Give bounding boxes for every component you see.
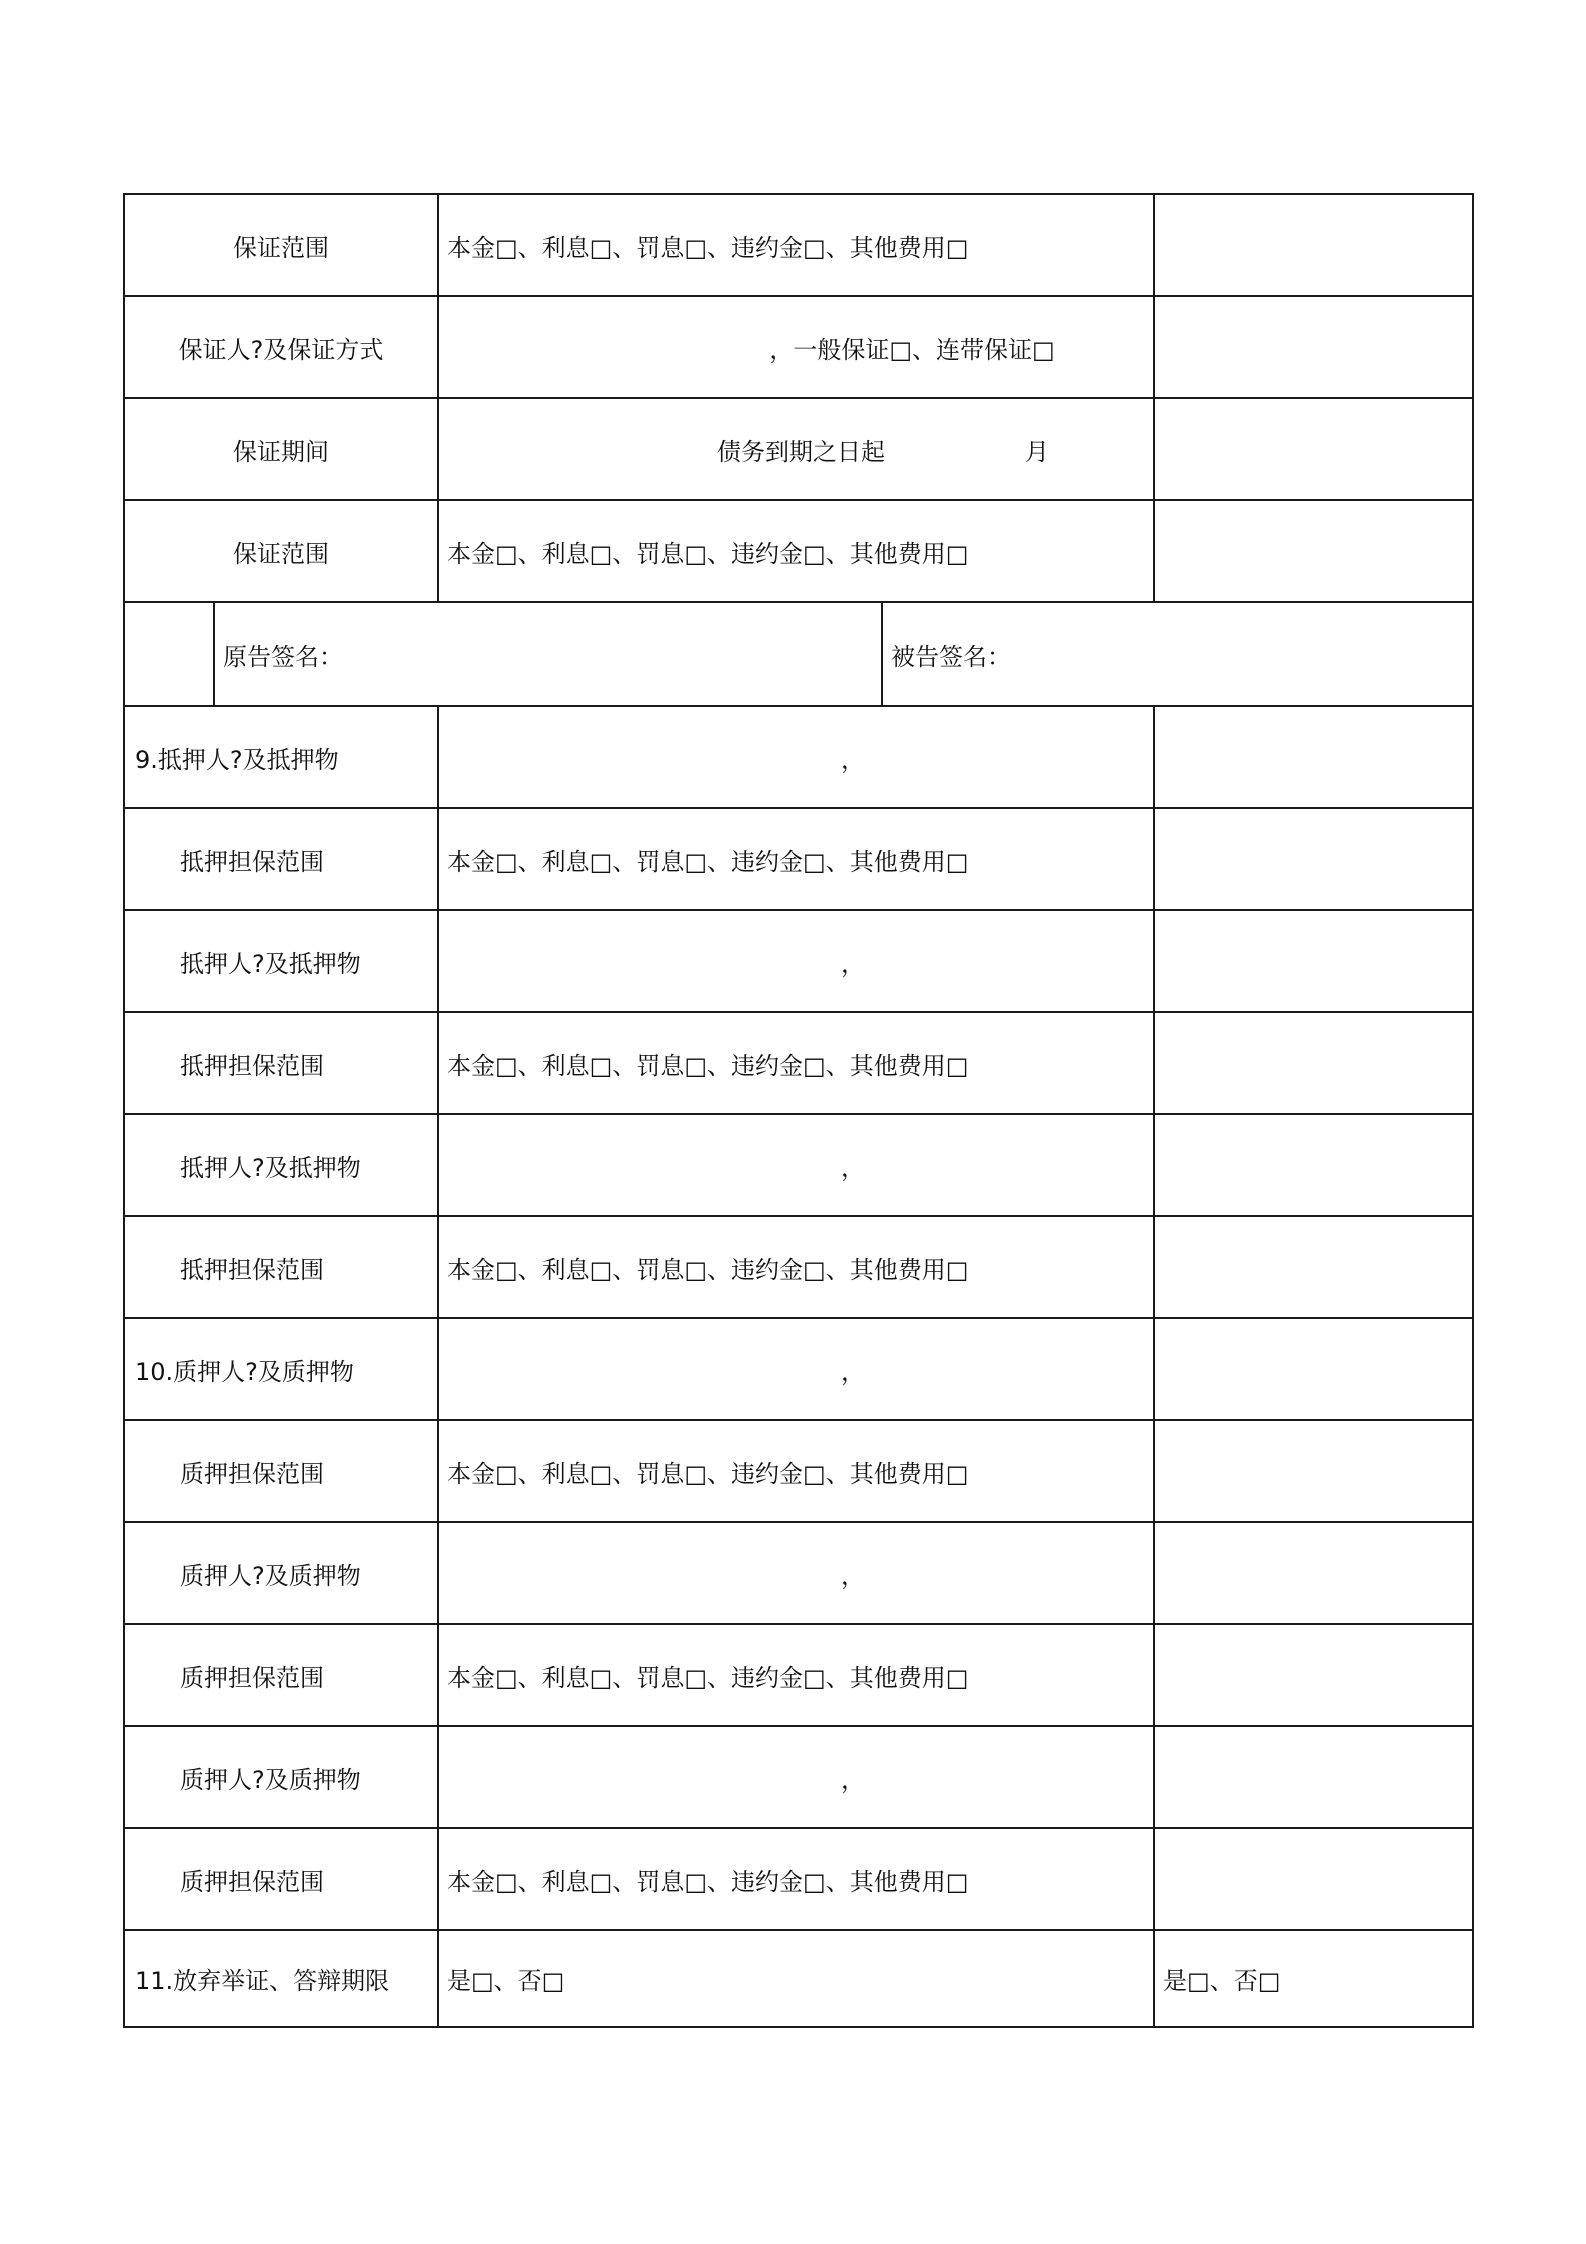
pledge-scope-options[interactable]: 本金□、利息□、罚息□、违约金□、其他费用□ <box>438 1420 1154 1522</box>
mortgage-scope-label: 抵押担保范围 <box>124 1216 438 1318</box>
table-row <box>124 296 1473 398</box>
guarantor-method-value[interactable] <box>438 296 1154 398</box>
mortgagor-label: 抵押人?及抵押物 <box>124 910 438 1012</box>
comma-separator: ， <box>841 1561 865 1590</box>
mortgage-section-title: 9.抵押人?及抵押物 <box>124 706 438 808</box>
table-row <box>124 500 1473 602</box>
guarantee-period-start: 债务到期之日起 <box>717 437 885 466</box>
comma-separator: ， <box>841 1357 865 1386</box>
table-row <box>124 1930 1473 2027</box>
guarantor-method-text: ，一般保证□、连带保证□ <box>769 335 1055 364</box>
defendant-cell[interactable] <box>1154 1012 1473 1114</box>
comma-separator: ， <box>841 1765 865 1794</box>
mortgage-scope-options[interactable]: 本金□、利息□、罚息□、违约金□、其他费用□ <box>438 1012 1154 1114</box>
mortgage-value[interactable] <box>438 910 1154 1012</box>
table-row <box>124 1114 1473 1216</box>
mortgagor-label: 抵押人?及抵押物 <box>124 1114 438 1216</box>
pledge-value[interactable] <box>438 1318 1154 1420</box>
table-row <box>124 1318 1473 1420</box>
signature-row <box>124 602 1473 706</box>
table-row <box>124 910 1473 1012</box>
pledge-scope-options[interactable]: 本金□、利息□、罚息□、违约金□、其他费用□ <box>438 1828 1154 1930</box>
defendant-cell[interactable] <box>1154 194 1473 296</box>
mortgage-value[interactable] <box>438 1114 1154 1216</box>
pledge-value[interactable] <box>438 1522 1154 1624</box>
defendant-cell[interactable] <box>1154 1216 1473 1318</box>
defendant-cell[interactable] <box>1154 1726 1473 1828</box>
table-row <box>124 194 1473 296</box>
pledgor-label: 质押人?及质押物 <box>124 1726 438 1828</box>
pledge-value[interactable] <box>438 1726 1154 1828</box>
table-row <box>124 1726 1473 1828</box>
comma-separator: ， <box>841 1153 865 1182</box>
table-row <box>124 398 1473 500</box>
comma-separator: ， <box>841 949 865 978</box>
defendant-cell[interactable] <box>1154 1624 1473 1726</box>
plaintiff-signature-field[interactable]: 原告签名： <box>214 602 882 706</box>
defendant-cell[interactable] <box>1154 1114 1473 1216</box>
defendant-cell[interactable] <box>1154 910 1473 1012</box>
defendant-cell[interactable] <box>1154 1828 1473 1930</box>
defendant-cell[interactable] <box>1154 808 1473 910</box>
table-row <box>124 808 1473 910</box>
defendant-cell[interactable] <box>1154 500 1473 602</box>
mortgage-scope-label: 抵押担保范围 <box>124 808 438 910</box>
pledge-scope-label: 质押担保范围 <box>124 1828 438 1930</box>
pledge-scope-options[interactable]: 本金□、利息□、罚息□、违约金□、其他费用□ <box>438 1624 1154 1726</box>
guarantee-scope-options[interactable]: 本金□、利息□、罚息□、违约金□、其他费用□ <box>438 194 1154 296</box>
waiver-section-title: 11.放弃举证、答辩期限 <box>124 1930 438 2027</box>
guarantee-scope-options[interactable]: 本金□、利息□、罚息□、违约金□、其他费用□ <box>438 500 1154 602</box>
pledgor-label: 质押人?及质押物 <box>124 1522 438 1624</box>
guarantee-scope-label: 保证范围 <box>124 500 438 602</box>
signature-blank-cell <box>124 602 214 706</box>
guarantee-period-unit: 月 <box>1025 437 1049 466</box>
table-row <box>124 1012 1473 1114</box>
form-table <box>123 193 1474 2028</box>
table-row <box>124 1624 1473 1726</box>
guarantee-period-label: 保证期间 <box>124 398 438 500</box>
table-row <box>124 1216 1473 1318</box>
defendant-waiver-choice[interactable]: 是□、否□ <box>1154 1930 1473 2027</box>
defendant-signature-field[interactable]: 被告签名： <box>882 602 1473 706</box>
defendant-cell[interactable] <box>1154 296 1473 398</box>
guarantee-period-value[interactable] <box>438 398 1154 500</box>
table-row <box>124 1522 1473 1624</box>
mortgage-value[interactable] <box>438 706 1154 808</box>
comma-separator: ， <box>841 745 865 774</box>
guarantee-scope-label: 保证范围 <box>124 194 438 296</box>
pledge-scope-label: 质押担保范围 <box>124 1420 438 1522</box>
plaintiff-waiver-choice[interactable]: 是□、否□ <box>438 1930 1154 2027</box>
pledge-section-title: 10.质押人?及质押物 <box>124 1318 438 1420</box>
defendant-cell[interactable] <box>1154 398 1473 500</box>
defendant-cell[interactable] <box>1154 1420 1473 1522</box>
pledge-scope-label: 质押担保范围 <box>124 1624 438 1726</box>
defendant-cell[interactable] <box>1154 1522 1473 1624</box>
table-row <box>124 1828 1473 1930</box>
table-row <box>124 1420 1473 1522</box>
defendant-cell[interactable] <box>1154 1318 1473 1420</box>
mortgage-scope-label: 抵押担保范围 <box>124 1012 438 1114</box>
defendant-cell[interactable] <box>1154 706 1473 808</box>
table-row <box>124 706 1473 808</box>
guarantor-method-label: 保证人?及保证方式 <box>124 296 438 398</box>
mortgage-scope-options[interactable]: 本金□、利息□、罚息□、违约金□、其他费用□ <box>438 808 1154 910</box>
mortgage-scope-options[interactable]: 本金□、利息□、罚息□、违约金□、其他费用□ <box>438 1216 1154 1318</box>
